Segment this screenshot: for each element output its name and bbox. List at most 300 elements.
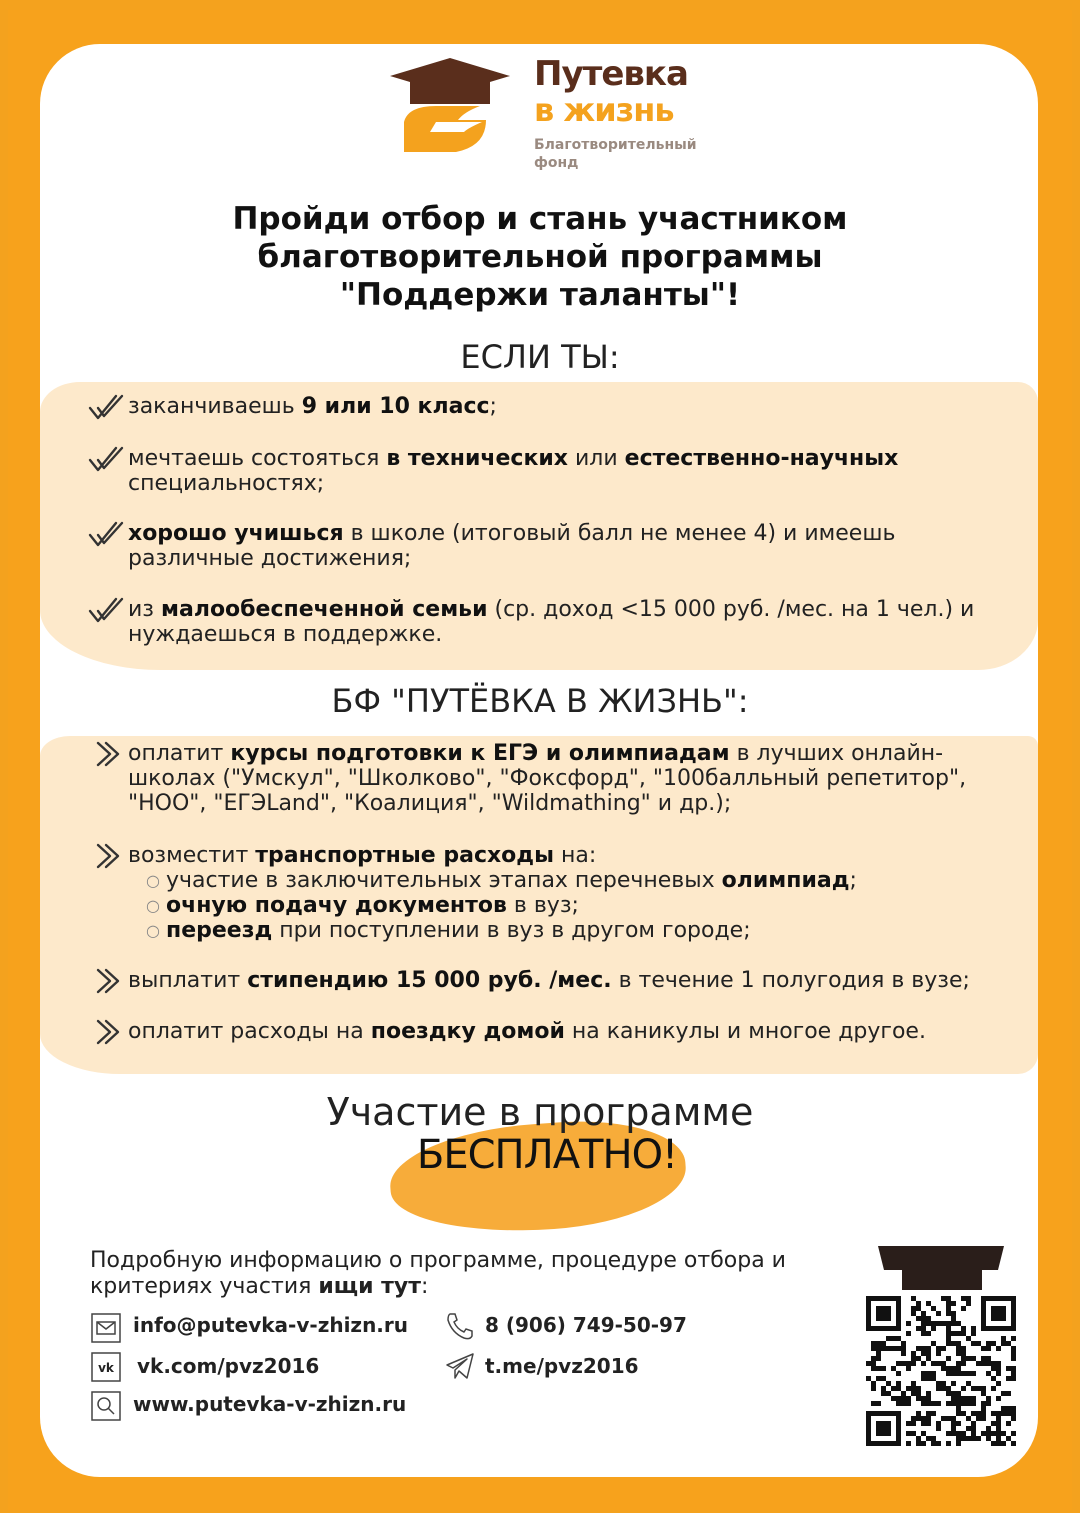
qr-module xyxy=(956,1441,961,1446)
text: заканчиваешь xyxy=(128,394,302,419)
qr-module xyxy=(886,1391,891,1396)
qr-module xyxy=(881,1391,886,1396)
qr-module xyxy=(941,1321,946,1326)
qr-module xyxy=(981,1411,986,1416)
benefit-item xyxy=(128,1019,1018,1044)
bold-text: курсы подготовки к ЕГЭ и олимпиадам xyxy=(230,741,730,766)
free-line-1: Участие в программе xyxy=(326,1090,754,1134)
qr-module xyxy=(936,1321,941,1326)
qr-module xyxy=(996,1411,1001,1416)
text: в вуз; xyxy=(506,893,579,918)
benefit-item xyxy=(128,741,1018,816)
qr-module xyxy=(956,1391,961,1396)
qr-module xyxy=(916,1411,921,1416)
qr-module xyxy=(996,1346,1001,1351)
qr-module xyxy=(916,1346,921,1351)
qr-module xyxy=(956,1321,961,1326)
qr-module xyxy=(986,1396,991,1401)
qr-module xyxy=(961,1361,966,1366)
check-icon xyxy=(86,595,126,625)
qr-module xyxy=(876,1366,881,1371)
qr-module xyxy=(896,1346,901,1351)
check-icon xyxy=(86,444,126,474)
qr-module xyxy=(956,1431,961,1436)
website-link[interactable]: www.putevka-v-zhizn.ru xyxy=(133,1392,407,1416)
qr-module xyxy=(936,1311,941,1316)
qr-module xyxy=(966,1356,971,1361)
qr-module xyxy=(941,1381,946,1386)
qr-module xyxy=(871,1341,876,1346)
qr-module xyxy=(971,1356,976,1361)
qr-module xyxy=(951,1421,956,1426)
qr-module xyxy=(1011,1416,1016,1421)
telegram-icon xyxy=(444,1350,476,1382)
logo-caption: Благотворительный фонд xyxy=(534,137,697,171)
text: из xyxy=(128,597,161,622)
headline xyxy=(40,200,1040,314)
qr-module xyxy=(976,1436,981,1441)
qr-module xyxy=(991,1361,996,1366)
qr-module xyxy=(936,1361,941,1366)
qr-module xyxy=(916,1391,921,1396)
qr-module xyxy=(991,1441,996,1446)
qr-module xyxy=(956,1436,961,1441)
qr-module xyxy=(871,1381,876,1386)
qr-module xyxy=(926,1321,931,1326)
qr-module xyxy=(1001,1411,1006,1416)
headline-line-2: благотворительной программы xyxy=(257,239,823,275)
qr-finder xyxy=(876,1421,891,1436)
qr-module xyxy=(921,1401,926,1406)
qr-module xyxy=(921,1376,926,1381)
qr-module xyxy=(931,1411,936,1416)
qr-module xyxy=(991,1376,996,1381)
qr-module xyxy=(986,1371,991,1376)
qr-module xyxy=(996,1396,1001,1401)
qr-module xyxy=(911,1361,916,1366)
qr-module xyxy=(986,1346,991,1351)
qr-module xyxy=(1011,1351,1016,1356)
qr-module xyxy=(946,1296,951,1301)
qr-module xyxy=(936,1421,941,1426)
qr-module xyxy=(971,1371,976,1376)
qr-module xyxy=(996,1371,1001,1376)
qr-module xyxy=(891,1366,896,1371)
qr-module xyxy=(901,1351,906,1356)
qr-module xyxy=(916,1316,921,1321)
qr-module xyxy=(956,1341,961,1346)
condition-item xyxy=(128,521,1018,571)
qr-module xyxy=(981,1356,986,1361)
qr-module xyxy=(981,1416,986,1421)
qr-module xyxy=(971,1331,976,1336)
qr-module xyxy=(961,1356,966,1361)
qr-module xyxy=(951,1396,956,1401)
qr-module xyxy=(986,1361,991,1366)
qr-module xyxy=(911,1431,916,1436)
qr-module xyxy=(911,1381,916,1386)
qr-module xyxy=(916,1326,921,1331)
qr-module xyxy=(946,1386,951,1391)
qr-module xyxy=(921,1431,926,1436)
vk-link[interactable]: vk.com/pvz2016 xyxy=(137,1354,320,1378)
qr-module xyxy=(1011,1356,1016,1361)
qr-module xyxy=(911,1421,916,1426)
qr-module xyxy=(926,1391,931,1396)
qr-module xyxy=(991,1366,996,1371)
text: мечтаешь состояться xyxy=(128,446,387,471)
qr-module xyxy=(966,1401,971,1406)
bold-text: очную подачу документов xyxy=(166,893,507,918)
qr-module xyxy=(996,1361,1001,1366)
qr-module xyxy=(921,1326,926,1331)
qr-module xyxy=(1006,1391,1011,1396)
qr-module xyxy=(996,1416,1001,1421)
qr-module xyxy=(1011,1371,1016,1376)
qr-module xyxy=(901,1401,906,1406)
qr-module xyxy=(911,1416,916,1421)
qr-module xyxy=(911,1356,916,1361)
svg-text:vk: vk xyxy=(98,1361,114,1375)
qr-module xyxy=(906,1401,911,1406)
headline-line-1: Пройди отбор и стань участником xyxy=(232,201,848,237)
qr-module xyxy=(986,1431,991,1436)
qr-module xyxy=(926,1356,931,1361)
mail-icon xyxy=(90,1312,122,1344)
qr-module xyxy=(966,1416,971,1421)
qr-module xyxy=(991,1386,996,1391)
bold-text: малообеспеченной семьи xyxy=(161,597,488,622)
more-info-lead: Подробную информацию о программе, процедуре отбора и критериях участия xyxy=(90,1248,786,1299)
qr-module xyxy=(946,1416,951,1421)
qr-module xyxy=(881,1366,886,1371)
condition-item xyxy=(128,394,1018,419)
qr-module xyxy=(921,1346,926,1351)
qr-module xyxy=(906,1321,911,1326)
qr-module xyxy=(996,1436,1001,1441)
qr-module xyxy=(906,1396,911,1401)
qr-module xyxy=(1006,1376,1011,1381)
chevron-right-icon xyxy=(90,966,130,996)
qr-module xyxy=(956,1411,961,1416)
benefit-item xyxy=(128,843,1018,943)
qr-module xyxy=(931,1371,936,1376)
qr-module xyxy=(961,1386,966,1391)
qr-module xyxy=(941,1416,946,1421)
qr-module xyxy=(931,1306,936,1311)
qr-module xyxy=(971,1426,976,1431)
qr-module xyxy=(876,1376,881,1381)
check-icon xyxy=(86,519,126,549)
qr-module xyxy=(1006,1411,1011,1416)
qr-module xyxy=(906,1366,911,1371)
qr-module xyxy=(961,1306,966,1311)
qr-module xyxy=(906,1421,911,1426)
qr-module xyxy=(971,1421,976,1426)
qr-module xyxy=(981,1431,986,1436)
email-link[interactable]: info@putevka-v-zhizn.ru xyxy=(133,1313,408,1337)
qr-module xyxy=(966,1301,971,1306)
qr-module xyxy=(926,1376,931,1381)
qr-module xyxy=(926,1371,931,1376)
qr-module xyxy=(1011,1346,1016,1351)
qr-module xyxy=(976,1361,981,1366)
qr-module xyxy=(891,1346,896,1351)
qr-module xyxy=(1011,1366,1016,1371)
qr-module xyxy=(936,1386,941,1391)
more-info-text xyxy=(90,1248,880,1300)
conditions-heading: ЕСЛИ ТЫ: xyxy=(460,338,620,376)
qr-module xyxy=(876,1351,881,1356)
qr-module xyxy=(971,1401,976,1406)
qr-module xyxy=(961,1371,966,1376)
qr-module xyxy=(916,1356,921,1361)
qr-module xyxy=(871,1356,876,1361)
qr-module xyxy=(996,1366,1001,1371)
qr-module xyxy=(911,1391,916,1396)
qr-module xyxy=(881,1386,886,1391)
qr-module xyxy=(971,1386,976,1391)
qr-module xyxy=(961,1331,966,1336)
bold-text: стипендию 15 000 руб. /мес. xyxy=(247,968,612,993)
logo-title: Путевка xyxy=(534,54,688,94)
qr-module xyxy=(956,1351,961,1356)
text: оплатит расходы на xyxy=(128,1019,371,1044)
qr-module xyxy=(986,1356,991,1361)
qr-module xyxy=(921,1371,926,1376)
qr-module xyxy=(931,1361,936,1366)
qr-module xyxy=(1011,1431,1016,1436)
qr-module xyxy=(901,1346,906,1351)
qr-module xyxy=(956,1401,961,1406)
qr-module xyxy=(926,1331,931,1336)
qr-module xyxy=(926,1401,931,1406)
qr-module xyxy=(921,1416,926,1421)
qr-module xyxy=(1001,1341,1006,1346)
text: при поступлении в вуз в другом городе; xyxy=(272,918,751,943)
headline-line-3: "Поддержи таланты"! xyxy=(339,277,741,313)
qr-module xyxy=(926,1396,931,1401)
qr-module xyxy=(946,1431,951,1436)
qr-module xyxy=(931,1401,936,1406)
qr-module xyxy=(1001,1441,1006,1446)
text: в школе (итоговый балл не менее 4) и имеешь различные достижения; xyxy=(128,521,896,571)
qr-module xyxy=(916,1396,921,1401)
qr-module xyxy=(991,1411,996,1416)
qr-module xyxy=(921,1331,926,1336)
bold-text: 9 или 10 класс xyxy=(301,394,490,419)
qr-module xyxy=(916,1436,921,1441)
qr-module xyxy=(976,1386,981,1391)
qr-module xyxy=(931,1341,936,1346)
qr-module xyxy=(951,1301,956,1306)
qr-finder xyxy=(991,1306,1006,1321)
qr-module xyxy=(1011,1376,1016,1381)
search-icon xyxy=(90,1390,122,1422)
graduation-cap-icon xyxy=(386,54,516,164)
qr-module xyxy=(936,1426,941,1431)
qr-module xyxy=(906,1331,911,1336)
qr-module xyxy=(956,1331,961,1336)
qr-module xyxy=(921,1441,926,1446)
qr-module xyxy=(941,1346,946,1351)
qr-module xyxy=(966,1396,971,1401)
qr-module xyxy=(956,1421,961,1426)
qr-module xyxy=(961,1431,966,1436)
qr-module xyxy=(951,1391,956,1396)
qr-module xyxy=(941,1386,946,1391)
qr-module xyxy=(996,1421,1001,1426)
qr-module xyxy=(966,1371,971,1376)
qr-module xyxy=(871,1366,876,1371)
qr-module xyxy=(931,1321,936,1326)
qr-module xyxy=(946,1401,951,1406)
qr-module xyxy=(961,1326,966,1331)
qr-module xyxy=(896,1401,901,1406)
qr-module xyxy=(901,1361,906,1366)
qr-module xyxy=(996,1441,1001,1446)
qr-module xyxy=(981,1401,986,1406)
text: возместит xyxy=(128,843,256,868)
bold-text: хорошо учишься xyxy=(128,521,344,546)
qr-module xyxy=(1001,1336,1006,1341)
qr-module xyxy=(901,1341,906,1346)
qr-module xyxy=(946,1366,951,1371)
benefit-subitem xyxy=(128,918,1018,943)
qr-module xyxy=(966,1381,971,1386)
qr-module xyxy=(951,1401,956,1406)
qr-module xyxy=(956,1366,961,1371)
qr-modules xyxy=(866,1296,1016,1446)
qr-module xyxy=(976,1416,981,1421)
qr-module xyxy=(1006,1436,1011,1441)
qr-module xyxy=(916,1441,921,1446)
condition-item xyxy=(128,446,1018,496)
phone-link[interactable]: 8 (906) 749-50-97 xyxy=(485,1313,687,1337)
qr-module xyxy=(1011,1406,1016,1411)
free-line-2: БЕСПЛАТНО! xyxy=(416,1132,678,1178)
qr-module xyxy=(931,1441,936,1446)
qr-module xyxy=(911,1306,916,1311)
qr-module xyxy=(926,1316,931,1321)
qr-module xyxy=(941,1361,946,1366)
qr-module xyxy=(971,1436,976,1441)
qr-module xyxy=(931,1376,936,1381)
qr-module xyxy=(1011,1441,1016,1446)
bold-text: переезд xyxy=(166,918,273,943)
text: на: xyxy=(553,843,597,868)
qr-module xyxy=(871,1346,876,1351)
qr-module xyxy=(971,1431,976,1436)
bold-text: естественно-научных xyxy=(624,446,899,471)
benefit-subitem xyxy=(128,868,1018,893)
qr-module xyxy=(876,1401,881,1406)
text: выплатит xyxy=(128,968,248,993)
qr-module xyxy=(986,1426,991,1431)
qr-module xyxy=(946,1336,951,1341)
qr-module xyxy=(916,1306,921,1311)
qr-module xyxy=(981,1406,986,1411)
text: ; xyxy=(489,394,497,419)
qr-module xyxy=(926,1421,931,1426)
qr-module xyxy=(911,1351,916,1356)
qr-module xyxy=(951,1366,956,1371)
qr-module xyxy=(946,1356,951,1361)
qr-module xyxy=(946,1341,951,1346)
qr-module xyxy=(946,1311,951,1316)
qr-module xyxy=(971,1326,976,1331)
qr-module xyxy=(946,1326,951,1331)
qr-module xyxy=(921,1321,926,1326)
bold-text: в технических xyxy=(386,446,568,471)
text: на каникулы и многое другое. xyxy=(564,1019,926,1044)
qr-module xyxy=(921,1421,926,1426)
qr-module xyxy=(926,1436,931,1441)
text: в течение 1 полугодия в вузе; xyxy=(611,968,970,993)
qr-code[interactable] xyxy=(862,1244,1022,1454)
qr-module xyxy=(891,1336,896,1341)
qr-module xyxy=(876,1341,881,1346)
qr-module xyxy=(951,1321,956,1326)
qr-module xyxy=(1006,1366,1011,1371)
qr-module xyxy=(946,1321,951,1326)
qr-module xyxy=(911,1311,916,1316)
qr-module xyxy=(891,1396,896,1401)
qr-module xyxy=(986,1436,991,1441)
qr-module xyxy=(991,1431,996,1436)
qr-module xyxy=(921,1316,926,1321)
qr-module xyxy=(956,1396,961,1401)
qr-module xyxy=(906,1431,911,1436)
qr-module xyxy=(971,1396,976,1401)
benefit-item xyxy=(128,968,1018,993)
qr-module xyxy=(916,1301,921,1306)
telegram-link[interactable]: t.me/pvz2016 xyxy=(485,1354,639,1378)
qr-module xyxy=(946,1391,951,1396)
qr-module xyxy=(956,1371,961,1376)
qr-module xyxy=(881,1346,886,1351)
qr-module xyxy=(881,1341,886,1346)
qr-module xyxy=(931,1436,936,1441)
qr-module xyxy=(901,1391,906,1396)
qr-module xyxy=(1011,1411,1016,1416)
qr-module xyxy=(891,1386,896,1391)
qr-module xyxy=(946,1441,951,1446)
bold-text: транспортные расходы xyxy=(255,843,554,868)
bold-text: поездку домой xyxy=(370,1019,565,1044)
chevron-right-icon xyxy=(90,739,130,769)
qr-module xyxy=(896,1386,901,1391)
qr-module xyxy=(966,1436,971,1441)
check-icon xyxy=(86,392,126,422)
qr-module xyxy=(991,1421,996,1426)
qr-module xyxy=(906,1386,911,1391)
qr-module xyxy=(911,1386,916,1391)
qr-module xyxy=(971,1411,976,1416)
qr-module xyxy=(996,1431,1001,1436)
qr-module xyxy=(951,1416,956,1421)
qr-module xyxy=(961,1346,966,1351)
condition-item xyxy=(128,597,1018,647)
qr-module xyxy=(916,1386,921,1391)
qr-module xyxy=(936,1351,941,1356)
phone-icon xyxy=(444,1310,476,1342)
qr-module xyxy=(971,1341,976,1346)
qr-module xyxy=(946,1371,951,1376)
qr-module xyxy=(956,1361,961,1366)
qr-module xyxy=(961,1296,966,1301)
qr-module xyxy=(896,1336,901,1341)
